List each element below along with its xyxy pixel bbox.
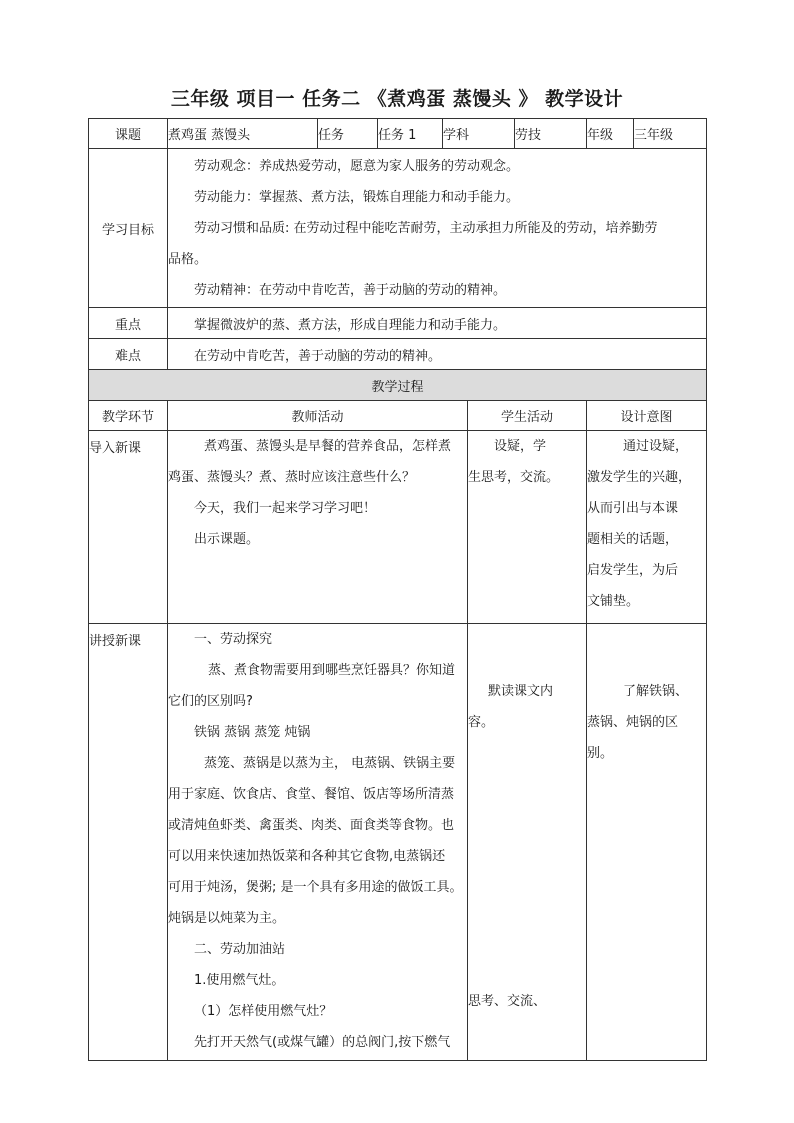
teacher-line: （1）怎样使用燃气灶？	[194, 1004, 333, 1019]
col-stage: 教学环节	[89, 401, 168, 431]
label-grade: 年级	[587, 119, 634, 149]
goal-item: 劳动观念：养成热爱劳动，愿意为家人服务的劳动观念。	[194, 158, 520, 174]
intent-line: 激发学生的兴趣，	[587, 470, 692, 485]
teacher-line: 炖锅是以炖菜为主。	[168, 911, 286, 926]
process-row-intro	[89, 431, 707, 624]
key-point-row	[89, 308, 707, 339]
teacher-line: 鸡蛋、蒸馒头？煮、蒸时应该注意些什么？	[168, 470, 416, 485]
stage-new-lesson: 讲授新课	[89, 624, 168, 1061]
difficulty-label: 难点	[89, 339, 168, 370]
grade-value: 三年级	[634, 119, 707, 149]
teacher-line: 铁锅 蒸锅 蒸笼 炖锅	[194, 725, 311, 740]
student-line: 设疑，学	[494, 439, 547, 454]
col-student: 学生活动	[468, 401, 587, 431]
teacher-line: 用于家庭、饮食店、食堂、餐馆、饭店等场所清蒸	[168, 787, 455, 802]
intent-line: 通过设疑，	[623, 439, 689, 454]
goal-item: 劳动习惯和品质: 在劳动过程中能吃苦耐劳，主动承担力所能及的劳动，培养勤劳	[194, 220, 658, 236]
intent-line: 文铺垫。	[587, 594, 640, 609]
teacher-line: 一、劳动探究	[194, 632, 273, 647]
intent-line: 题相关的话题，	[587, 532, 679, 547]
teacher-line: 1.使用燃气灶。	[194, 973, 285, 988]
teacher-intro	[168, 431, 468, 624]
key-point-label: 重点	[89, 308, 168, 339]
intent-line: 启发学生，为后	[587, 563, 679, 578]
difficulty-row	[89, 339, 707, 370]
goal-item: 劳动精神：在劳动中肯吃苦，善于动脑的劳动的精神。	[194, 282, 507, 298]
teacher-line: 蒸笼、蒸锅是以蒸为主， 电蒸锅、铁锅主要	[204, 756, 456, 771]
goal-item: 劳动能力：掌握蒸、煮方法，锻炼自理能力和动手能力。	[194, 189, 520, 205]
teacher-line: 可用于炖汤，煲粥; 是一个具有多用途的做饭工具。	[168, 880, 463, 895]
col-intent: 设计意图	[587, 401, 707, 431]
process-section-title: 教学过程	[89, 370, 707, 401]
student-line: 默读课文内	[488, 684, 554, 699]
process-section-row	[89, 370, 707, 401]
subject-value: 劳技	[515, 119, 587, 149]
student-intro	[468, 431, 587, 624]
teacher-line: 煮鸡蛋、蒸馒头是早餐的营养食品，怎样煮	[204, 439, 452, 454]
task-value: 任务 1	[378, 119, 443, 149]
intent-new-lesson	[587, 624, 707, 1061]
process-header-row	[89, 401, 707, 431]
key-point-text: 掌握微波炉的蒸、煮方法，形成自理能力和动手能力。	[168, 308, 707, 339]
teacher-line: 出示课题。	[194, 532, 260, 547]
teacher-line: 二、劳动加油站	[194, 942, 286, 957]
intent-line: 别。	[587, 746, 614, 761]
student-line: 思考、交流、	[468, 994, 547, 1009]
goals-label: 学习目标	[89, 149, 168, 308]
label-topic: 课题	[89, 119, 168, 149]
goals-row	[89, 149, 707, 308]
student-new-lesson	[468, 624, 587, 1061]
goals-content	[168, 149, 707, 308]
teacher-line: 可以用来快速加热饭菜和各种其它食物,电蒸锅还	[168, 849, 446, 864]
page-title: 三年级 项目一 任务二 《煮鸡蛋 蒸馒头 》 教学设计	[170, 88, 624, 110]
goal-item: 品格。	[168, 251, 208, 267]
teacher-line: 今天，我们一起来学习学习吧！	[194, 501, 377, 516]
col-teacher: 教师活动	[168, 401, 468, 431]
intent-line: 了解铁锅、	[623, 684, 689, 699]
intent-line: 蒸锅、炖锅的区	[587, 715, 679, 730]
intent-intro	[587, 431, 707, 624]
student-line: 生思考，交流。	[468, 470, 560, 485]
difficulty-text: 在劳动中肯吃苦，善于动脑的劳动的精神。	[168, 339, 707, 370]
teacher-line: 或清炖鱼虾类、禽蛋类、肉类、面食类等食物。也	[168, 818, 455, 833]
header-row	[89, 119, 707, 149]
intent-line: 从而引出与本课	[587, 501, 679, 516]
teacher-line: 先打开天然气(或煤气罐）的总阀门,按下燃气	[194, 1035, 451, 1050]
label-subject: 学科	[443, 119, 515, 149]
teacher-line: 它们的区别吗?	[168, 694, 253, 709]
teacher-line: 蒸、煮食物需要用到哪些烹饪器具？你知道	[208, 663, 456, 678]
stage-intro: 导入新课	[89, 431, 168, 624]
process-row-new-lesson	[89, 624, 707, 1061]
label-task: 任务	[318, 119, 378, 149]
lesson-plan-table	[88, 118, 707, 1061]
teacher-new-lesson	[168, 624, 468, 1061]
topic-value: 煮鸡蛋 蒸馒头	[168, 119, 318, 149]
student-line: 容。	[468, 715, 495, 730]
